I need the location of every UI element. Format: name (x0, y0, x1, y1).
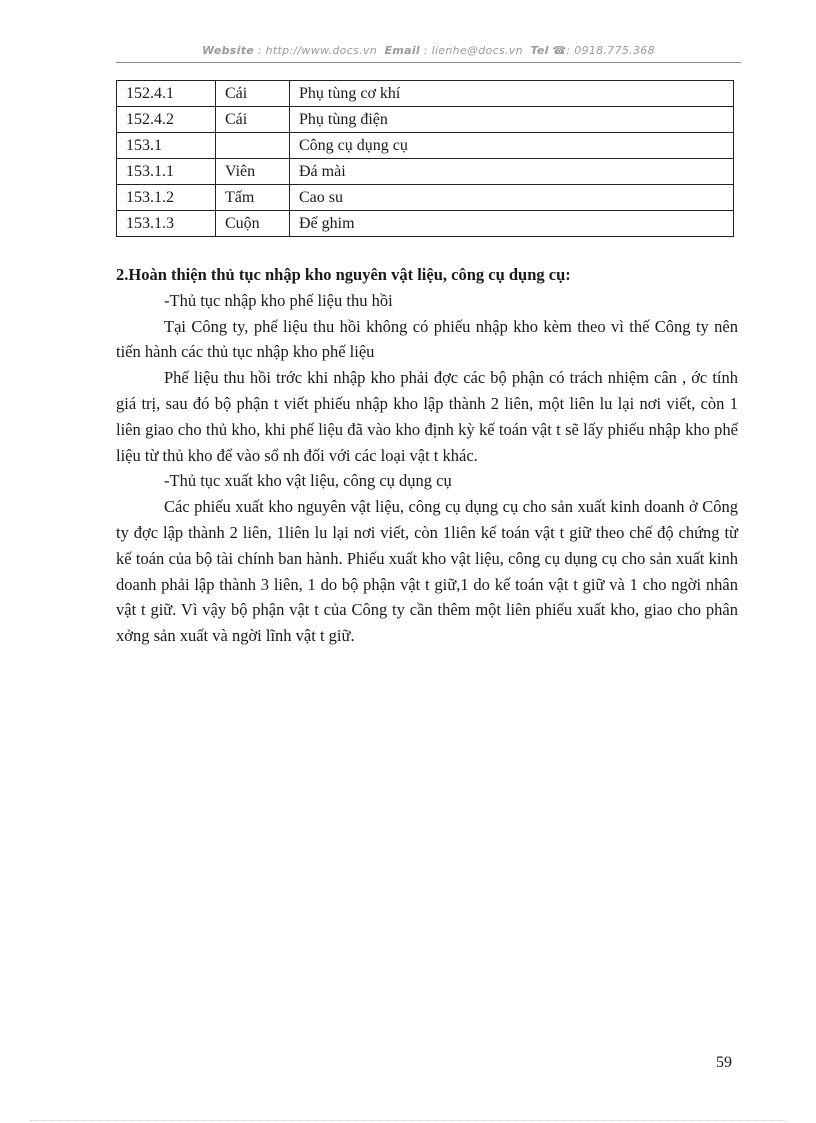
page-header (116, 44, 741, 57)
name-cell: Cao su (290, 185, 734, 211)
name-cell: Đá mài (290, 159, 734, 185)
code-cell: 152.4.1 (117, 81, 216, 107)
page-number: 59 (716, 1054, 732, 1071)
paragraph: Tại Công ty, phế liệu thu hồi không có phiếu nhập kho kèm theo vì thế Công ty nên tiến hành các thủ tục nhập kho phế liệu (116, 316, 738, 362)
paragraph: -Thủ tục nhập kho phế liệu thu hồi (164, 290, 393, 310)
name-cell: Phụ tùng cơ khí (290, 81, 734, 107)
name-cell: Đế ghim (290, 211, 734, 237)
table-row (117, 107, 734, 133)
unit-cell: Cái (216, 81, 290, 107)
website-value: : http://www.docs.vn (257, 44, 377, 57)
section-heading: 2.Hoàn thiện thủ tục nhập kho nguyên vật liệu, công cụ dụng cụ: (116, 265, 571, 284)
header-divider (116, 62, 741, 63)
code-cell: 153.1.2 (117, 185, 216, 211)
code-cell: 153.1 (117, 133, 216, 159)
document-body (116, 262, 738, 649)
code-cell: 152.4.2 (117, 107, 216, 133)
name-cell: Phụ tùng điện (290, 107, 734, 133)
unit-cell: Cái (216, 107, 290, 133)
unit-cell: Tấm (216, 185, 290, 211)
email-label: Email (384, 44, 421, 57)
tel-label: Tel (530, 44, 549, 57)
table-row (117, 159, 734, 185)
tel-value: ☎: 0918.775.368 (552, 44, 655, 57)
unit-cell: Viên (216, 159, 290, 185)
unit-cell (216, 133, 290, 159)
footer-divider (30, 1120, 786, 1121)
name-cell: Công cụ dụng cụ (290, 133, 734, 159)
table-row (117, 185, 734, 211)
table-row (117, 211, 734, 237)
website-label: Website (202, 44, 255, 57)
unit-cell: Cuộn (216, 211, 290, 237)
email-value: : lienhe@docs.vn (423, 44, 523, 57)
table-row (117, 133, 734, 159)
paragraph: -Thủ tục xuất kho vật liệu, công cụ dụng cụ (164, 471, 452, 491)
paragraph: Phế liệu thu hồi trớc khi nhập kho phải đợc các bộ phận có trách nhiệm cân , ớc tính giá trị, sau đó bộ phận t viết phiếu nhập kho lập thành 2 liên, một liên lu lại nơi viết, còn 1 liên giao cho thủ kho, khi phế liệu đã vào kho định kỳ kế toán vật t sẽ lấy phiếu nhập kho phế liệu từ thủ kho để vào sổ nh đối với các loại vật t khác. (116, 368, 738, 465)
code-cell: 153.1.1 (117, 159, 216, 185)
paragraph: Các phiếu xuất kho nguyên vật liệu, công cụ dụng cụ cho sản xuất kinh doanh ở Công ty đợc lập thành 2 liên, 1liên lu lại nơi viết, còn 1liên kế toán vật t giữ theo chế độ chứng từ kế toán của bộ tài chính ban hành. Phiếu xuất kho vật liệu, công cụ dụng cụ cho sản xuất kinh doanh phải lập thành 3 liên, 1 do bộ phận vật t giữ,1 do kế toán vật t giữ và 1 cho ngời nhân vật t giữ. Vì vậy bộ phận vật t của Công ty cần thêm một liên phiếu xuất kho, giao cho phân xởng sản xuất và ngời lĩnh vật t giữ. (116, 497, 738, 646)
materials-table (116, 80, 734, 237)
code-cell: 153.1.3 (117, 211, 216, 237)
table-row (117, 81, 734, 107)
